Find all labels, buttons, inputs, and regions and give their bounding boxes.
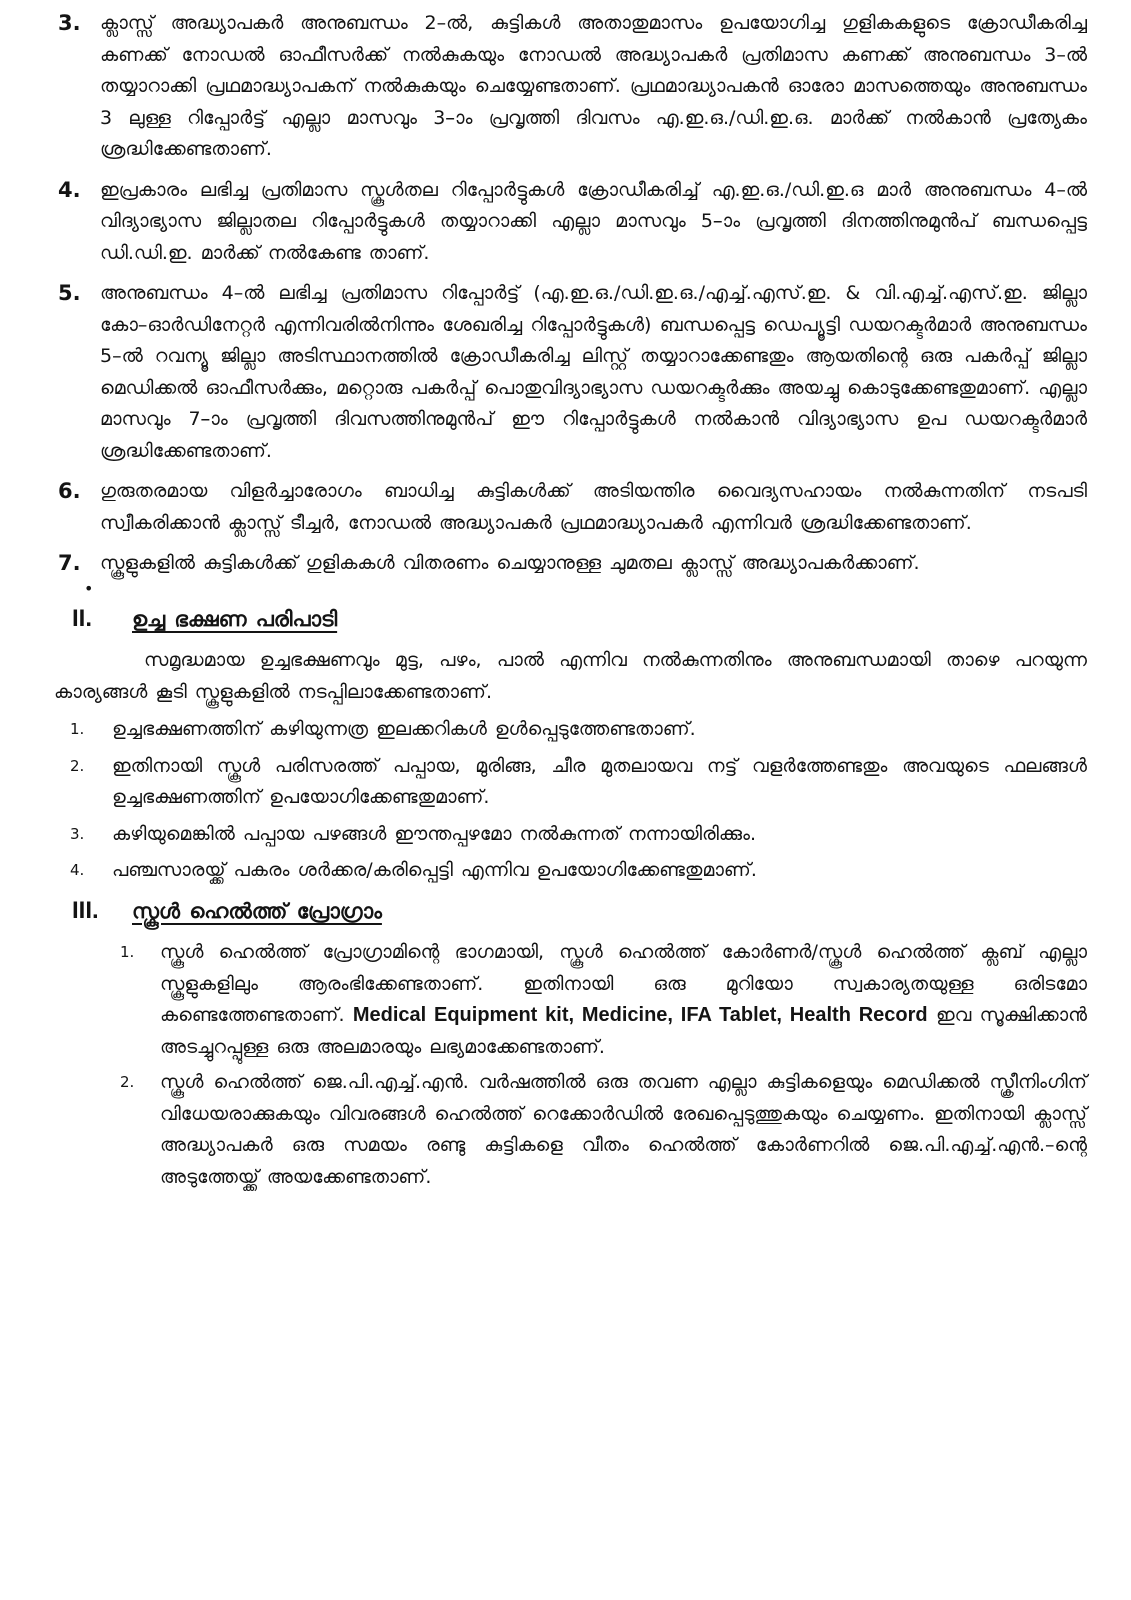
list-item <box>54 476 1087 539</box>
item-text: ഇതിനായി സ്കൂൾ പരിസരത്ത് പപ്പായ, മുരിങ്ങ, ചീര മുതലായവ നട്ട് വളർത്തേണ്ടതും അവയുടെ ഫലങ്ങൾ ഉച്ചഭക്ഷണത്തിന് ഉപയോഗിക്കേണ്ടതുമാണ്. <box>112 754 1087 808</box>
list-item <box>54 548 1087 580</box>
stray-mark: • <box>84 578 94 598</box>
list-item <box>54 714 1087 746</box>
item-text-part: ഇവ സൂക്ഷിക്കാൻ അടച്ചുറപ്പുള്ള ഒരു അലമാരയും ലഭ്യമാക്കേണ്ടതാണ്. <box>160 1004 1088 1058</box>
item-text: ഗുരുതരമായ വിളർച്ചാരോഗം ബാധിച്ച കുട്ടികൾക്ക് അടിയന്തിര വൈദ്യസഹായം നൽകുന്നതിന് നടപടി സ്വീകരിക്കാൻ ക്ലാസ്സ് ടീച്ചർ, നോഡൽ അദ്ധ്യാപകർ പ്രഥമാദ്ധ്യാപകർ എന്നിവർ ശ്രദ്ധിക്കേണ്ടതാണ്. <box>100 480 1087 534</box>
item-text <box>160 937 1087 1063</box>
section-title: സ്കൂൾ ഹെൽത്ത് പ്രോഗ്രാം <box>132 898 382 923</box>
list-item <box>54 855 1087 887</box>
item-text: ക്ലാസ്സ് അദ്ധ്യാപകർ അനുബന്ധം 2–ൽ, കുട്ടികൾ അതാതുമാസം ഉപയോഗിച്ച ഗുളികകളുടെ ക്രോഡീകരിച്ച കണക്ക് നോഡൽ ഓഫീസർക്ക് നൽകുകയും നോഡൽ അദ്ധ്യാപകർ പ്രതിമാസ കണക്ക് അനുബന്ധം 3–ൽ തയ്യാറാക്കി പ്രഥമാദ്ധ്യാപകന് നൽകുകയും ചെയ്യേണ്ടതാണ്. പ്രഥമാദ്ധ്യാപകൻ ഓരോ മാസത്തെയും അനുബന്ധം 3 ലുള്ള റിപ്പോർട്ട് എല്ലാ മാസവും 3–ാം പ്രവൃത്തി ദിവസം എ.ഇ.ഒ./ഡി.ഇ.ഒ. മാർക്ക് നൽകാൻ പ്രത്യേകം ശ്രദ്ധിക്കേണ്ടതാണ്. <box>100 12 1087 160</box>
item-number: 4. <box>58 177 81 202</box>
item-number: 3. <box>58 11 81 35</box>
item-text-part: സ്കൂൾ ഹെൽത്ത് പ്രോഗ്രാമിന്റെ ഭാഗമായി, സ്കൂൾ ഹെൽത്ത് കോർണർ/സ്കൂൾ ഹെൽത്ത് ക്ലബ് എല്ലാ സ്കൂളുകളിലും ആരംഭിക്കേണ്ടതാണ്. ഇതിനായി ഒരു മുറിയോ സ്വകാര്യതയുള്ള ഒരിടമോ കണ്ടെത്തേണ്ടതാണ്. <box>160 941 1087 1026</box>
item-text: അനുബന്ധം 4–ൽ ലഭിച്ച പ്രതിമാസ റിപ്പോർട്ട് (എ.ഇ.ഒ./ഡി.ഇ.ഒ./എച്ച്.എസ്.ഇ. & വി.എച്ച്.എസ്.ഇ. ജില്ലാ കോ–ഓർഡിനേറ്റർ എന്നിവരിൽനിന്നും ശേഖരിച്ച റിപ്പോർട്ടുകൾ) ബന്ധപ്പെട്ട ഡെപ്യൂട്ടി ഡയറക്ടർമാർ അനുബന്ധം 5–ൽ റവന്യൂ ജില്ലാ അടിസ്ഥാനത്തിൽ ക്രോഡീകരിച്ച ലിസ്റ്റ് തയ്യാറാക്കേണ്ടതും ആയതിന്റെ ഒരു പകർപ്പ് ജില്ലാ മെഡിക്കൽ ഓഫീസർക്കും, മറ്റൊരു പകർപ്പ് പൊതുവിദ്യാഭ്യാസ ഡയറക്ടർക്കും അയച്ചു കൊടുക്കേണ്ടതുമാണ്. എല്ലാ മാസവും 7–ാം പ്രവൃത്തി ദിവസത്തിനുമുൻപ് ഈ റിപ്പോർട്ടുകൾ നൽകാൻ വിദ്യാഭ്യാസ ഉപ ഡയറക്ടർമാർ ശ്രദ്ധിക്കേണ്ടതാണ്. <box>100 282 1087 462</box>
item-text: ഉച്ചഭക്ഷണത്തിന് കഴിയുന്നത്ര ഇലക്കറികൾ ഉൾപ്പെടുത്തേണ്ടതാണ്. <box>112 718 696 740</box>
item-number: 4. <box>70 861 85 879</box>
item-number: 7. <box>58 551 81 575</box>
list-item <box>54 751 1087 814</box>
section-heading-mid-day-meal <box>54 603 1087 636</box>
section-heading-school-health <box>54 895 1087 928</box>
section-intro: സമൃദ്ധമായ ഉച്ചഭക്ഷണവും മുട്ട, പഴം, പാൽ എന്നിവ നൽകുന്നതിനും അനുബന്ധമായി താഴെ പറയുന്ന കാര്യങ്ങൾ കൂടി സ്കൂളുകളിൽ നടപ്പിലാക്കേണ്ടതാണ്. <box>54 649 1087 703</box>
item-number: 6. <box>58 479 81 503</box>
item-text: ഇപ്രകാരം ലഭിച്ച പ്രതിമാസ സ്കൂൾതല റിപ്പോർട്ടുകൾ ക്രോഡീകരിച്ച് എ.ഇ.ഒ./ഡി.ഇ.ഒ മാർ അനുബന്ധം 4–ൽ വിദ്യാഭ്യാസ ജില്ലാതല റിപ്പോർട്ടുകൾ തയ്യാറാക്കി എല്ലാ മാസവും 5–ാം പ്രവൃത്തി ദിനത്തിനുമുൻപ് ബന്ധപ്പെട്ട ഡി.ഡി.ഇ. മാർക്ക് നൽകേണ്ട താണ്. <box>100 178 1087 264</box>
item-text: സ്കൂളുകളിൽ കുട്ടികൾക്ക് ഗുളികകൾ വിതരണം ചെയ്യാനുള്ള ചുമതല ക്ലാസ്സ് അദ്ധ്യാപകർക്കാണ്. <box>100 552 920 574</box>
item-number: 2. <box>70 756 85 775</box>
item-number: 1. <box>120 943 135 961</box>
list-item <box>54 175 1087 270</box>
item-text: പഞ്ചസാരയ്ക്ക് പകരം ശർക്കര/കരിപ്പെട്ടി എന്നിവ ഉപയോഗിക്കേണ്ടതുമാണ്. <box>112 859 757 881</box>
item-text: കഴിയുമെങ്കിൽ പപ്പായ പഴങ്ങൾ ഈന്തപ്പഴമോ നൽകുന്നത് നന്നായിരിക്കും. <box>112 822 757 845</box>
item-number: 1. <box>70 720 85 738</box>
section-number: III. <box>72 896 99 924</box>
item-text: സ്കൂൾ ഹെൽത്ത് ജെ.പി.എച്ച്.എൻ. വർഷത്തിൽ ഒരു തവണ എല്ലാ കുട്ടികളെയും മെഡിക്കൽ സ്ക്രീനിംഗിന് വിധേയരാക്കുകയും വിവരങ്ങൾ ഹെൽത്ത് റെക്കോർഡിൽ രേഖപ്പെടുത്തുകയും ചെയ്യണം. ഇതിനായി ക്ലാസ്സ് അദ്ധ്യാപകർ ഒരു സമയം രണ്ടു കുട്ടികളെ വീതം ഹെൽത്ത് കോർണറിൽ ജെ.പി.എച്ച്.എൻ.–ന്റെ അടുത്തേയ്ക്ക് അയക്കേണ്ടതാണ്. <box>160 1071 1087 1188</box>
list-item <box>54 278 1087 467</box>
section-number: II. <box>72 604 93 632</box>
item-text-english: Medical Equipment kit, Medicine, IFA Tablet, Health Record <box>352 1004 928 1026</box>
list-item <box>54 819 1087 851</box>
list-item <box>54 937 1087 1063</box>
list-item <box>54 1067 1087 1193</box>
item-number: 5. <box>58 281 81 305</box>
item-number: 2. <box>120 1073 135 1091</box>
item-number: 3. <box>70 824 85 843</box>
section-title: ഉച്ച ഭക്ഷണ പരിപാടി <box>132 606 338 631</box>
list-item <box>54 8 1087 166</box>
